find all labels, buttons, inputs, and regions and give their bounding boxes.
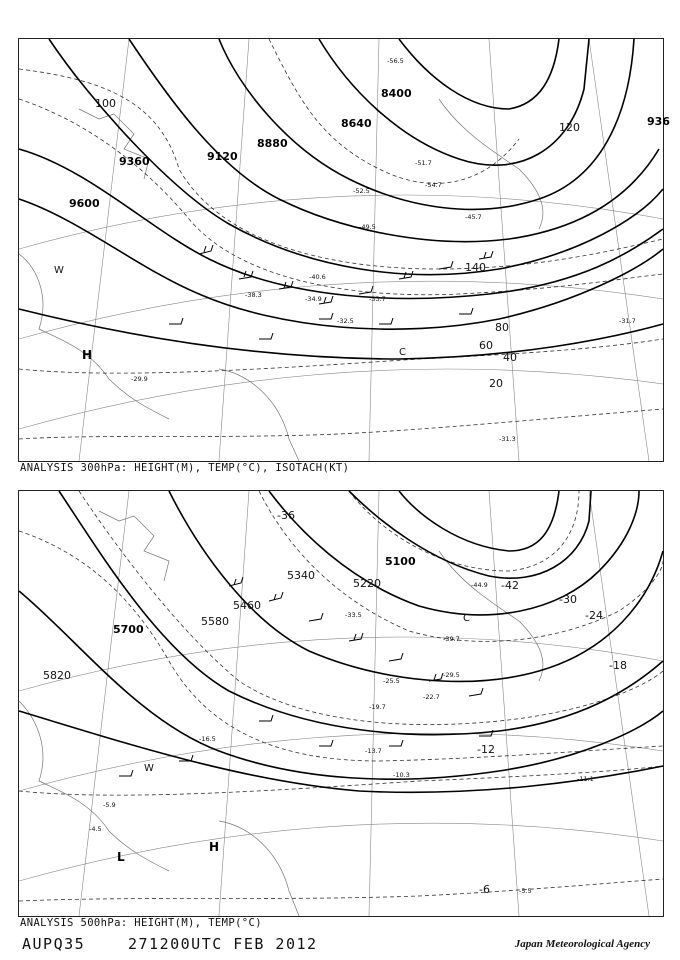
temp-label: -10.3 bbox=[393, 771, 410, 779]
isotach-label-120: 120 bbox=[559, 121, 580, 134]
high-pressure-marker: H bbox=[209, 840, 220, 854]
valid-time: 271200UTC FEB 2012 bbox=[128, 935, 318, 953]
temp-label: -31.7 bbox=[619, 317, 636, 325]
temp-label: -22.7 bbox=[423, 693, 440, 701]
height-label-5460: 5460 bbox=[233, 599, 261, 612]
isotherm-label-18: -18 bbox=[609, 659, 627, 672]
isotach-label-40: 40 bbox=[503, 351, 517, 364]
map-300hpa bbox=[18, 38, 670, 462]
temp-label: -31.3 bbox=[499, 435, 516, 443]
warm-marker: W bbox=[144, 763, 154, 774]
temp-label: -4.5 bbox=[89, 825, 102, 833]
wind-barbs bbox=[169, 245, 493, 339]
temp-label: -33.5 bbox=[345, 611, 362, 619]
grid-lines bbox=[19, 491, 663, 916]
map-500hpa-graphic bbox=[19, 491, 663, 916]
agency-name: Japan Meteorological Agency bbox=[514, 938, 650, 950]
isotach-label-100: 100 bbox=[95, 97, 116, 110]
height-label-9360: 9360 bbox=[119, 155, 150, 168]
temp-label: -29.9 bbox=[131, 375, 148, 383]
temp-label: -33.7 bbox=[369, 295, 386, 303]
map-500hpa bbox=[18, 490, 664, 917]
isotach-label-60: 60 bbox=[479, 339, 493, 352]
map-300hpa-graphic bbox=[19, 39, 670, 461]
temp-label: -52.5 bbox=[353, 187, 370, 195]
temp-label: -25.5 bbox=[383, 677, 400, 685]
temperature-labels bbox=[89, 581, 594, 895]
height-label-936: 936 bbox=[647, 115, 670, 128]
height-label-5220: 5220 bbox=[353, 577, 381, 590]
temp-label: -54.7 bbox=[425, 181, 442, 189]
temp-label: -5.5 bbox=[519, 887, 532, 895]
low-pressure-marker: L bbox=[117, 850, 125, 864]
height-label-8640: 8640 bbox=[341, 117, 372, 130]
height-label-5820: 5820 bbox=[43, 669, 71, 682]
caption-500hpa: ANALYSIS 500hPa: HEIGHT(M), TEMP(°C) bbox=[20, 917, 262, 929]
temp-label: -40.6 bbox=[309, 273, 326, 281]
temp-label: -56.5 bbox=[387, 57, 404, 65]
temp-label: -32.5 bbox=[337, 317, 354, 325]
cold-marker: C bbox=[463, 613, 470, 624]
temp-label: -13.7 bbox=[365, 747, 382, 755]
temp-label: -5.9 bbox=[103, 801, 116, 809]
temp-label: -51.7 bbox=[415, 159, 432, 167]
temp-label: -44.9 bbox=[471, 581, 488, 589]
isotherms bbox=[19, 491, 663, 901]
isotherm-label-12: -12 bbox=[477, 743, 495, 756]
isotach-label-20: 20 bbox=[489, 377, 503, 390]
temp-label: -19.7 bbox=[369, 703, 386, 711]
temp-label: -38.3 bbox=[245, 291, 262, 299]
temp-label: -49.5 bbox=[359, 223, 376, 231]
wind-barbs bbox=[119, 577, 493, 776]
height-label-5100: 5100 bbox=[385, 555, 416, 568]
height-contours bbox=[19, 39, 663, 359]
warm-marker: W bbox=[54, 265, 64, 276]
high-pressure-marker: H bbox=[82, 348, 93, 362]
temp-label: -39.7 bbox=[443, 635, 460, 643]
coastlines bbox=[19, 99, 543, 461]
height-label-5700: 5700 bbox=[113, 623, 144, 636]
height-label-5580: 5580 bbox=[201, 615, 229, 628]
height-label-8880: 8880 bbox=[257, 137, 288, 150]
height-contours bbox=[19, 491, 663, 792]
caption-300hpa: ANALYSIS 300hPa: HEIGHT(M), TEMP(°C), ISOTACH(KT) bbox=[20, 462, 350, 474]
temp-label: -16.5 bbox=[199, 735, 216, 743]
coastlines bbox=[19, 511, 543, 916]
height-label-5340: 5340 bbox=[287, 569, 315, 582]
temp-label: -11.1 bbox=[577, 775, 594, 783]
height-label-9600: 9600 bbox=[69, 197, 100, 210]
isotherm-label-30: -30 bbox=[559, 593, 577, 606]
isotherm-label-6: -6 bbox=[479, 883, 490, 896]
cold-marker: C bbox=[399, 347, 406, 358]
isotherm-label-36: -36 bbox=[277, 509, 295, 522]
isotach-label-80: 80 bbox=[495, 321, 509, 334]
temp-label: -45.7 bbox=[465, 213, 482, 221]
height-label-9120: 9120 bbox=[207, 150, 238, 163]
chart-id: AUPQ35 bbox=[22, 935, 86, 953]
temp-label: -34.9 bbox=[305, 295, 322, 303]
temp-label: -29.5 bbox=[443, 671, 460, 679]
isotherm-label-24: -24 bbox=[585, 609, 603, 622]
isotherm-label-42: -42 bbox=[501, 579, 519, 592]
height-label-8400: 8400 bbox=[381, 87, 412, 100]
isotach-label-140: 140 bbox=[465, 261, 486, 274]
